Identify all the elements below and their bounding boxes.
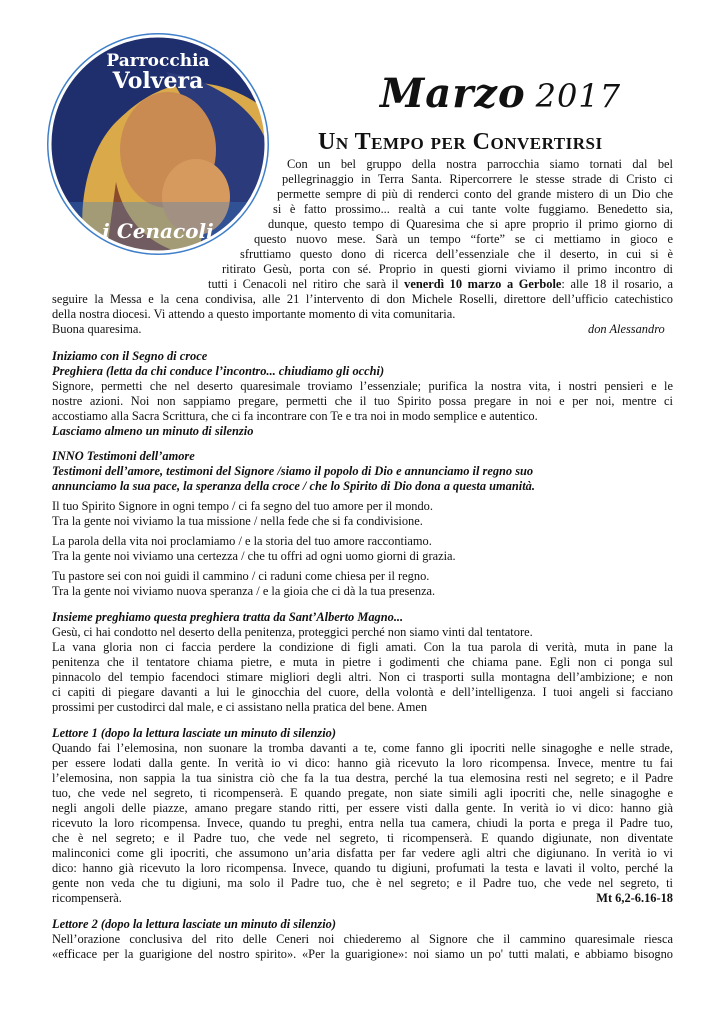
prayer-line: ci capiti di piegare davanti a lui le ginocchia del cuore, della volontà e dell’intelligenza. I tuoi angeli si facciano <box>52 685 673 699</box>
reading-line: ricevuto la loro ricompensa. Invece, quando tu preghi, entra nella tua camera, chiudi la porta e prega il Padre tuo, <box>52 816 673 830</box>
reading-line: tuo, che vede nel segreto, ti ricompenserà. E quando pregate, non siate simili agli ipocriti che, nelle sinagoghe e <box>52 786 673 800</box>
reading-line: per essere lodati dalla gente. In verità io vi dico: hanno già ricevuto la loro ricompensa. Invece, mentre tu fai <box>52 756 673 770</box>
bible-reference: Mt 6,2-6.16-18 <box>596 891 673 905</box>
prayer-line: La vana gloria non ci faccia perdere la condizione di figli amati. Con la tua parola di verità, muta in pane la <box>52 640 673 654</box>
prayer-line: accostiamo alla Sacra Scrittura, che ci fa incontrare con Te e tra noi in modo semplice e autentico. <box>52 409 538 423</box>
month-name: Marzo <box>380 70 526 117</box>
prayer-line: prossimi per custodirci dal male, e ci assistano nella pratica del bene. Amen <box>52 700 428 714</box>
intro-line: ritirato Gesù, porta con sé. Proprio in questi giorni viviamo il primo incontro di <box>222 262 673 276</box>
prayer-line: Signore, permetti che nel deserto quaresimale troviamo l’essenziale; purifica la nostra vita, i nostri pensieri e le <box>52 379 673 393</box>
reading-line: negli angoli delle piazze, amano pregare stando ritti, per essere visti dalla gente. In verità io vi dico: hanno già <box>52 801 673 815</box>
reading-line: l’elemosina, non sappia la tua sinistra ciò che fa la tua destra, perché la tua elemosina resti nel segreto; e il Padre <box>52 771 673 785</box>
section-heading: Iniziamo con il Segno di croce <box>52 349 208 363</box>
intro-line: sfruttiamo questo dono di ricerca dell’essenziale che il deserto, in cui si è <box>240 247 673 261</box>
prayer-line: pinnacolo del tempio facendoci stimare migliori degli altri. Non ci trasporti sulla montagna dell’ambizione; e non <box>52 670 673 684</box>
reading-line: Nell’orazione conclusiva del rito delle Ceneri noi chiederemo al Signore che il cammino quaresimale riesca <box>52 932 673 946</box>
intro-line: Con un bel gruppo della nostra parrocchia siamo tornati dal bel <box>287 157 673 171</box>
intro-line: questo nuovo mese. Sarà un tempo “forte” se ci mettiamo in gioco e <box>254 232 673 246</box>
month-title <box>380 70 680 130</box>
reading-line: Quando fai l’elemosina, non suonare la tromba davanti a te, come fanno gli ipocriti nelle sinagoghe e nelle strade, <box>52 741 673 755</box>
intro-line: tutti i Cenacoli nel ritiro che sarà il venerdì 10 marzo a Gerbole: alle 18 il rosario, a <box>208 277 673 291</box>
intro-line: seguire la Messa e la cena condivisa, alle 21 l’intervento di don Michele Roselli, direttore dell’ufficio catechistico <box>52 292 673 306</box>
hymn-verse: Tu pastore sei con noi guidi il cammino / ci raduni come chiesa per il regno. <box>52 569 430 583</box>
hymn-verse: Tra la gente noi viviamo nuova speranza / e la gioia che ci dà la tua presenza. <box>52 584 436 598</box>
month-year: 2017 <box>535 77 622 115</box>
section-heading: Lettore 1 (dopo la lettura lasciate un minuto di silenzio) <box>52 726 336 740</box>
intro-line: pellegrinaggio in Terra Santa. Ripercorrere le stesse strade di Cristo ci <box>282 172 673 186</box>
intro-line: permette sempre di più di renderci conto del grande mistero di un Dio che <box>277 187 673 201</box>
hymn-title: INNO Testimoni dell’amore <box>52 449 195 463</box>
intro-line: della nostra diocesi. Vi attendo a questo importante momento di vita comunitaria. <box>52 307 456 321</box>
reading-line: «efficace per la guarigione del nostro spirito». «Per la guarigione»: noi siamo un po' tutti malati, e abbiamo bisogno <box>52 947 673 961</box>
hymn-verse: Tra la gente noi viviamo una certezza / che tu offri ad ogni uomo giorni di grazia. <box>52 549 456 563</box>
prayer-line: penitenza che il tentatore chiama pietre, e muta in pietre i godimenti che chiama pane. Egli non ci ponga sul <box>52 655 673 669</box>
prayer-line: Gesù, ci hai condotto nel deserto della penitenza, proteggici perché non siamo vinti dal tentatore. <box>52 625 533 639</box>
section-heading: Lettore 2 (dopo la lettura lasciate un minuto di silenzio) <box>52 917 336 931</box>
hymn-refrain: Testimoni dell’amore, testimoni del Signore /siamo il popolo di Dio e annunciamo il regno suo <box>52 464 534 478</box>
intro-line: dunque, questo tempo di Quaresima che si apre proprio il primo giorno di <box>268 217 673 231</box>
page-subtitle: Un Tempo per Convertirsi <box>318 129 603 155</box>
reading-line: gente non veda che tu digiuni, ma solo il Padre tuo, che è nel segreto; e il Padre tuo, che vede nel segreto, ti <box>52 876 673 890</box>
greeting: Buona quaresima. <box>52 322 142 336</box>
logo-caption: i Cenacoli <box>102 219 214 243</box>
section-heading: Insieme preghiamo questa preghiera tratta da Sant’Alberto Magno... <box>52 610 404 624</box>
reading-line: dico: hanno già ricevuto la loro ricompensa. Invece, quando tu digiuni, profumati la testa e lavati il volto, perché la <box>52 861 673 875</box>
reading-line: malinconici come gli ipocriti, che assumono un’aria disfatta per far vedere agli altri che digiunano. In verità io vi <box>52 846 673 860</box>
logo-line1: Parrocchia <box>106 51 210 71</box>
reading-line: ricompenserà. <box>52 891 122 905</box>
reading-line: che è nel segreto; e il Padre tuo, che vede nel segreto, ti ricompenserà. E quando digiunate, non diventate <box>52 831 673 845</box>
hymn-verse: Tra la gente noi viviamo la tua missione / nella fede che si fa condivisione. <box>52 514 423 528</box>
prayer-line: nostre azioni. Noi non sappiamo pregare, permetti che il tuo Spirito possa pregare in noi e per noi, mentre ci <box>52 394 673 408</box>
hymn-refrain: annunciamo la sua pace, la speranza della croce / che lo Spirito di Dio dona a questa umanità. <box>52 479 535 493</box>
hymn-verse: Il tuo Spirito Signore in ogni tempo / ci fa segno del tuo amore per il mondo. <box>52 499 433 513</box>
parish-logo <box>46 32 270 256</box>
retreat-date: venerdì 10 marzo a Gerbole <box>404 277 562 291</box>
silence-note: Lasciamo almeno un minuto di silenzio <box>52 424 254 438</box>
logo-line2: Volvera <box>112 68 204 94</box>
signature: don Alessandro <box>588 322 665 336</box>
section-subheading: Preghiera (letta da chi conduce l’incontro... chiudiamo gli occhi) <box>52 364 385 378</box>
intro-line: si è fatto prossimo... realtà a cui tante volte fuggiamo. Benedetto sia, <box>273 202 673 216</box>
hymn-verse: La parola della vita noi proclamiamo / e la storia del tuo amore raccontiamo. <box>52 534 432 548</box>
